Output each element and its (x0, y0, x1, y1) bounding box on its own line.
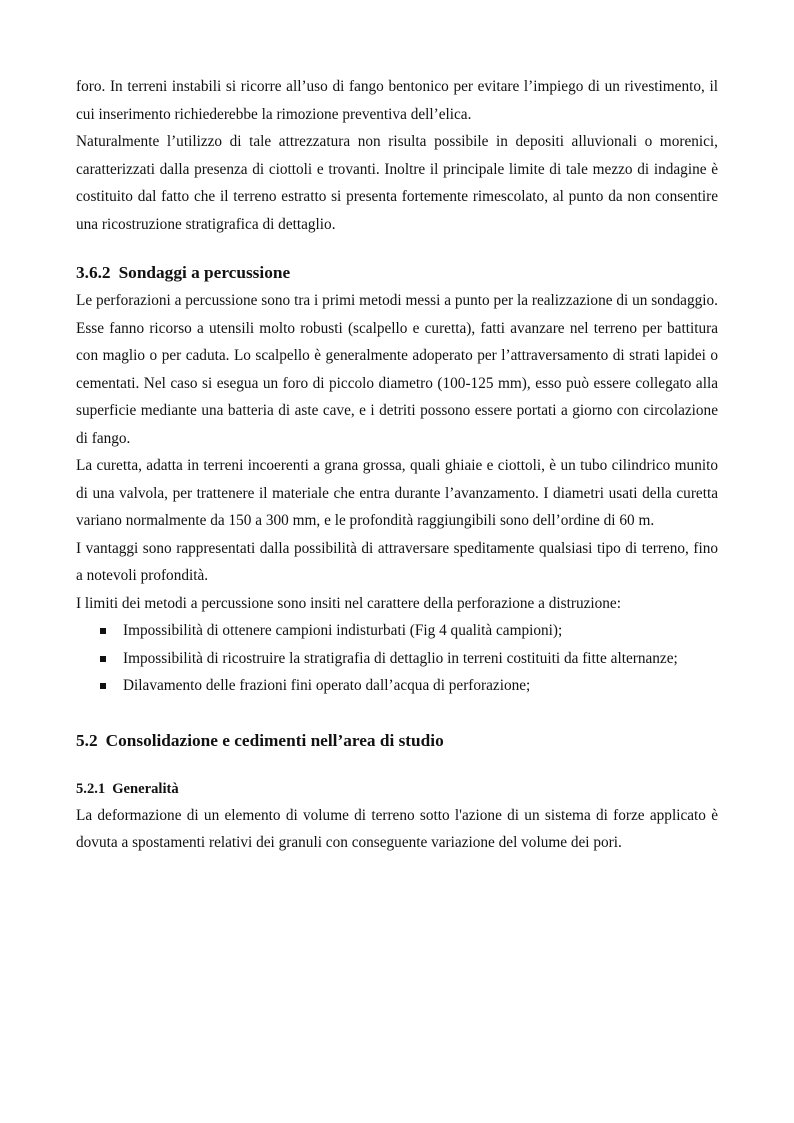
section-5-2-1-title: Generalità (112, 780, 179, 797)
section-5-2-1-paragraph: La deformazione di un elemento di volume di terreno sotto l'azione di un sistema di forze applicato è dovuta a spostamenti relativi dei granuli con conseguente variazione del volume dei pori. (76, 806, 718, 851)
section-3-6-2-paragraph-4: I limiti dei metodi a percussione sono insiti nel carattere della perforazione a distruzione: (76, 594, 621, 612)
intro-paragraph-2: Naturalmente l’utilizzo di tale attrezzatura non risulta possibile in depositi alluvionali o morenici, caratterizzati dalla presenza di ciottoli e trovanti. Inoltre il principale limite di tale mezzo di indagine è costituito dal fatto che il terreno estratto si presenta fortemente rimescolato, al punto da non consentire una ricostruzione stratigrafica di dettaglio. (76, 133, 718, 233)
section-5-2-number: 5.2 (76, 730, 98, 750)
section-3-6-2-paragraph-3: I vantaggi sono rappresentati dalla possibilità di attraversare speditamente qualsiasi tipo di terreno, fino a notevoli profondità. (76, 539, 718, 584)
section-3-6-2-number: 3.6.2 (76, 263, 111, 282)
document-page (76, 73, 718, 857)
list-item (76, 672, 718, 700)
limitations-list (76, 617, 718, 700)
section-3-6-2-heading (76, 261, 718, 285)
section-3-6-2-paragraph-1: Le perforazioni a percussione sono tra i primi metodi messi a punto per la realizzazione di un sondaggio. Esse fanno ricorso a utensili molto robusti (scalpello e curetta), fatti avanzare nel terreno per battitura con maglio o per caduta. Lo scalpello è generalmente adoperato per l’attraversamento di strati lapidei o cementati. Nel caso si esegua un foro di piccolo diametro (100-125 mm), esso può essere collegato alla superficie mediante una batteria di aste cave, e i detriti possono essere portati a giorno con circolazione di fango. (76, 292, 718, 447)
section-5-2-1-heading (76, 778, 718, 800)
list-item-text: Impossibilità di ricostruire la stratigrafia di dettaglio in terreni costituiti da fitte alternanze; (123, 649, 678, 667)
square-bullet-icon (100, 683, 106, 689)
list-item (76, 617, 718, 645)
square-bullet-icon (100, 656, 106, 662)
section-3-6-2-title: Sondaggi a percussione (118, 263, 291, 282)
section-5-2-title: Consolidazione e cedimenti nell’area di studio (105, 730, 444, 750)
list-item (76, 645, 718, 673)
list-item-text: Dilavamento delle frazioni fini operato dall’acqua di perforazione; (123, 677, 531, 694)
list-item-text: Impossibilità di ottenere campioni indisturbati (Fig 4 qualità campioni); (123, 622, 563, 639)
section-5-2-1-number: 5.2.1 (76, 780, 106, 797)
intro-paragraph-1: foro. In terreni instabili si ricorre all’uso di fango bentonico per evitare l’impiego di un rivestimento, il cui inserimento richiederebbe la rimozione preventiva dell’elica. (76, 78, 718, 123)
square-bullet-icon (100, 628, 106, 634)
section-3-6-2-paragraph-2: La curetta, adatta in terreni incoerenti a grana grossa, quali ghiaie e ciottoli, è un tubo cilindrico munito di una valvola, per trattenere il materiale che entra durante l’avanzamento. I diametri usati della curetta variano normalmente da 150 a 300 mm, e le profondità raggiungibili sono dell’ordine di 60 m. (76, 457, 718, 529)
section-5-2-heading (76, 729, 718, 753)
